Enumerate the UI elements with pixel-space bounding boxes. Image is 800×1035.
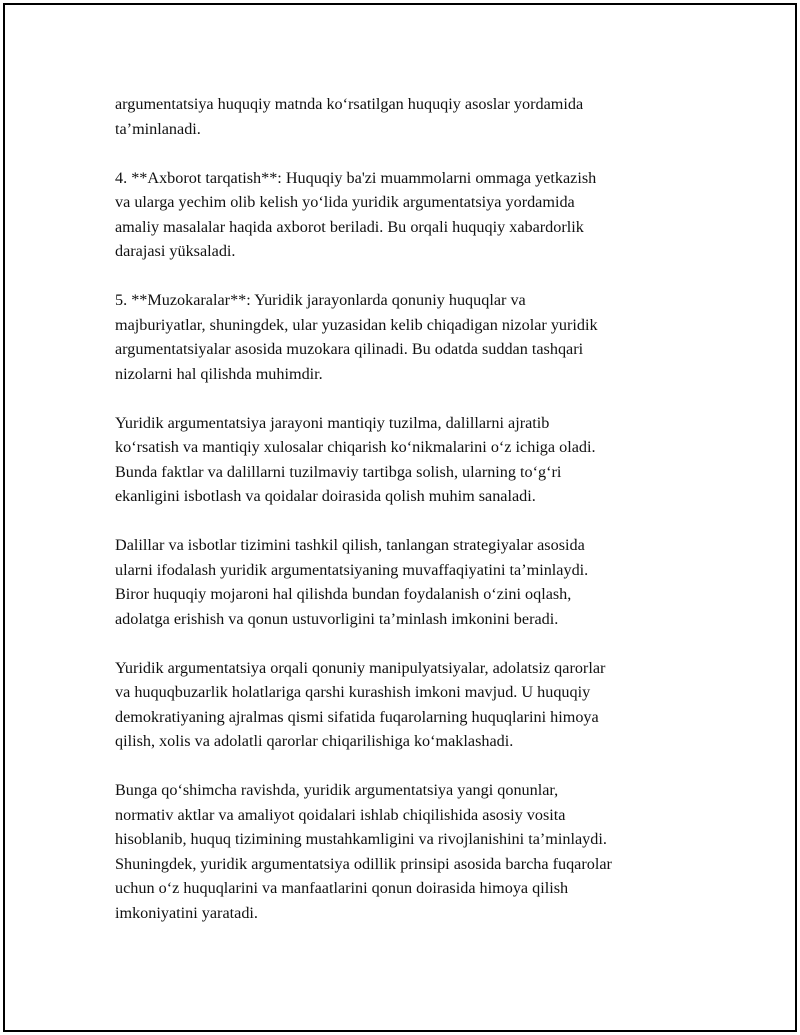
text-line: qilish, xolis va adolatli qarorlar chiqarilishiga koʻmaklashadi. (115, 732, 514, 750)
text-line: ekanligini isbotlash va qoidalar doirasida qolish muhim sanaladi. (115, 487, 536, 505)
text-line: normativ aktlar va amaliyot qoidalari ishlab chiqilishida asosiy vosita (115, 805, 566, 824)
text-line: adolatga erishish va qonun ustuvorligini taʼminlash imkonini beradi. (115, 609, 559, 628)
text-line: demokratiyaning ajralmas qismi sifatida fuqarolarning huquqlarini himoya (115, 707, 599, 726)
text-line: uchun oʻz huquqlarini va manfaatlarini qonun doirasida himoya qilish (115, 879, 569, 897)
text-line: Bunda faktlar va dalillarni tuzilmaviy tartibga solish, ularning toʻgʻri (115, 462, 562, 481)
text-line: Dalillar va isbotlar tizimini tashkil qilish, tanlangan strategiyalar asosida (115, 536, 585, 554)
paragraph-jarayon (115, 411, 695, 509)
text-line: darajasi yüksaladi. (115, 242, 236, 260)
text-line: Biror huquqiy mojaroni hal qilishda bundan foydalanish oʻzini oqlash, (115, 585, 572, 603)
text-line: nizolarni hal qilishda muhimdir. (115, 364, 323, 383)
text-line: argumentatsiyalar asosida muzokara qilinadi. Bu odatda suddan tashqari (115, 340, 584, 358)
text-line: va huquqbuzarlik holatlariga qarshi kurashish imkoni mavjud. U huquqiy (115, 683, 591, 701)
text-line: 4. **Axborot tarqatish**: Huquqiy ba'zi muammolarni ommaga yetkazish (115, 168, 597, 187)
paragraph-continuation (115, 92, 695, 141)
text-line: argumentatsiya huquqiy matnda koʻrsatilgan huquqiy asoslar yordamida (115, 95, 584, 113)
text-line: ularni ifodalash yuridik argumentatsiyaning muvaffaqiyatini taʼminlaydi. (115, 560, 589, 579)
text-line: majburiyatlar, shuningdek, ular yuzasidan kelib chiqadigan nizolar yuridik (115, 315, 598, 334)
text-line: Yuridik argumentatsiya jarayoni mantiqiy tuzilma, dalillarni ajratib (115, 413, 550, 432)
paragraph-qoshimcha (115, 778, 695, 925)
text-line: Shuningdek, yuridik argumentatsiya odillik prinsipi asosida barcha fuqarolar (115, 854, 612, 873)
text-line: koʻrsatish va mantiqiy xulosalar chiqarish koʻnikmalarini oʻz ichiga oladi. (115, 438, 596, 456)
document-body (115, 92, 695, 950)
text-line: va ularga yechim olib kelish yoʻlida yuridik argumentatsiya yordamida (115, 193, 575, 211)
text-line: Bunga qoʻshimcha ravishda, yuridik argumentatsiya yangi qonunlar, (115, 781, 559, 799)
paragraph-dalillar (115, 533, 695, 631)
paragraph-axborot-tarqatish (115, 166, 695, 264)
text-line: 5. **Muzokaralar**: Yuridik jarayonlarda qonuniy huquqlar va (115, 291, 526, 309)
text-line: imkoniyatini yaratadi. (115, 903, 258, 922)
text-line: Yuridik argumentatsiya orqali qonuniy manipulyatsiyalar, adolatsiz qarorlar (115, 658, 606, 677)
text-line: taʼminlanadi. (115, 119, 201, 138)
paragraph-manipulyatsiyalar (115, 656, 695, 754)
text-line: hisoblanib, huquq tizimining mustahkamligini va rivojlanishini taʼminlaydi. (115, 830, 607, 848)
paragraph-muzokaralar (115, 288, 695, 386)
text-line: amaliy masalalar haqida axborot beriladi. Bu orqali huquqiy xabardorlik (115, 217, 584, 236)
